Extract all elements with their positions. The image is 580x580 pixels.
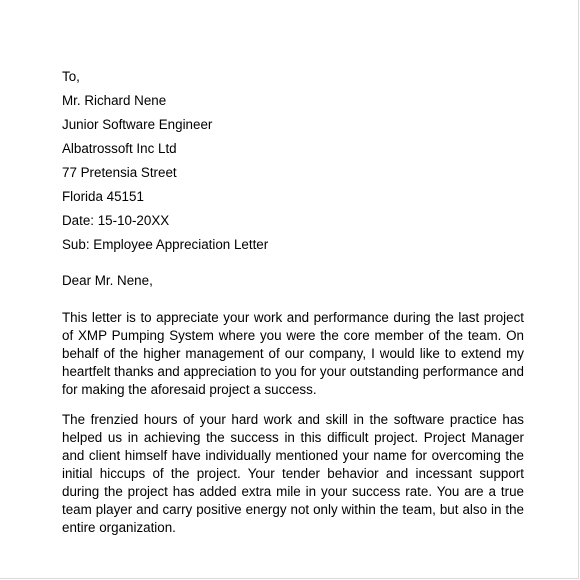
recipient-street: 77 Pretensia Street <box>62 165 177 180</box>
recipient-name: Mr. Richard Nene <box>62 93 167 108</box>
letter-date: Date: 15-10-20XX <box>62 213 170 228</box>
address-block <box>62 67 268 259</box>
letter-subject: Sub: Employee Appreciation Letter <box>62 237 269 252</box>
salutation: Dear Mr. Nene, <box>62 273 153 288</box>
body-paragraph-2: The frenzied hours of your hard work and skill in the software practice has helped us in achieving the success in this difficult project. Project Manager and client himself have individually mentioned your name for overcoming the initial hiccups of the project. Your tender behavior and incessant support during the project has added extra mile in your success rate. You are a true team player and carry positive energy not only within the team, but also in the entire organization. <box>62 412 524 535</box>
recipient-company: Albatrossoft Inc Ltd <box>62 141 177 156</box>
body-paragraph-1: This letter is to appreciate your work and performance during the last project of XMP Pumping System where you were the core member of the team. On behalf of the higher management of our company, I would like to extend my heartfelt thanks and appreciation to you for your outstanding performance and for making the aforesaid project a success. <box>62 310 524 397</box>
addressee-to: To, <box>62 69 80 84</box>
recipient-title: Junior Software Engineer <box>62 117 213 132</box>
recipient-city: Florida 45151 <box>62 189 144 204</box>
